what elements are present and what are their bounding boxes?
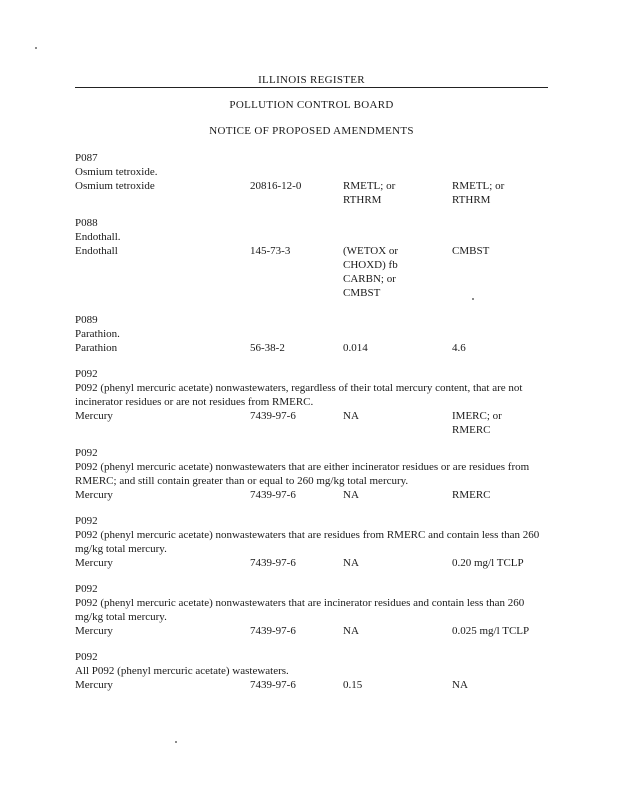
nonwastewater-standard: RMERC xyxy=(452,489,491,501)
constituent: Osmium tetroxide xyxy=(75,180,155,192)
nonwastewater-standard: 0.20 mg/l TCLP xyxy=(452,557,524,569)
wastewater-standard: NA xyxy=(343,557,359,569)
entry-code: P089 xyxy=(75,314,98,326)
entry-code: P092 xyxy=(75,515,98,527)
entry-code: P088 xyxy=(75,217,98,229)
entry-description: P092 (phenyl mercuric acetate) nonwastewaters, regardless of their total mercury content, that are not incinerator residues or are not residues from RMERC. xyxy=(75,382,523,408)
nonwastewater-standard: 0.025 mg/l TCLP xyxy=(452,625,530,637)
entry-p092-b xyxy=(75,446,550,502)
constituent: Mercury xyxy=(75,679,113,691)
entry-p092-d xyxy=(75,582,550,638)
cas-number: 7439-97-6 xyxy=(250,489,296,501)
board-title: POLLUTION CONTROL BOARD xyxy=(229,99,394,111)
entry-code: P092 xyxy=(75,651,98,663)
constituent: Parathion xyxy=(75,342,118,354)
notice-title: NOTICE OF PROPOSED AMENDMENTS xyxy=(209,125,414,137)
entry-description: Parathion. xyxy=(75,328,120,340)
data-row xyxy=(75,556,550,570)
wastewater-standard: NA xyxy=(343,625,359,637)
wastewater-standard: (WETOX or CHOXD) fb CARBN; or CMBST xyxy=(343,245,399,299)
entry-p092-a xyxy=(75,367,550,436)
nonwastewater-standard: RMETL; or RTHRM xyxy=(452,180,505,206)
entry-description: P092 (phenyl mercuric acetate) nonwastewaters that are incinerator residues and contain less than 260 mg/kg total mercury. xyxy=(75,597,525,623)
register-header xyxy=(75,73,548,88)
scan-speck xyxy=(35,47,37,49)
entry-description: Endothall. xyxy=(75,231,121,243)
cas-number: 145-73-3 xyxy=(250,245,291,257)
nonwastewater-standard: IMERC; or RMERC xyxy=(452,410,502,436)
entry-description: Osmium tetroxide. xyxy=(75,166,158,178)
cas-number: 7439-97-6 xyxy=(250,410,296,422)
entry-p087 xyxy=(75,151,550,206)
entry-code: P087 xyxy=(75,152,98,164)
nonwastewater-standard: 4.6 xyxy=(452,342,466,354)
nonwastewater-standard: NA xyxy=(452,679,468,691)
entry-code: P092 xyxy=(75,368,98,380)
entry-description: All P092 (phenyl mercuric acetate) wastewaters. xyxy=(75,665,289,677)
entry-description: P092 (phenyl mercuric acetate) nonwastewaters that are either incinerator residues or are residues from RMERC; and still contain greater than or equal to 260 mg/kg total mercury. xyxy=(75,461,530,487)
cas-number: 56-38-2 xyxy=(250,342,285,354)
scan-speck xyxy=(175,741,177,743)
entry-p092-e xyxy=(75,650,550,692)
nonwastewater-standard: CMBST xyxy=(452,245,490,257)
data-row xyxy=(75,244,550,299)
constituent: Endothall xyxy=(75,245,118,257)
data-row xyxy=(75,624,550,638)
data-row xyxy=(75,409,550,436)
wastewater-standard: NA xyxy=(343,489,359,501)
wastewater-standard: RMETL; or RTHRM xyxy=(343,180,396,206)
entry-p089 xyxy=(75,313,550,355)
data-row xyxy=(75,488,550,502)
cas-number: 7439-97-6 xyxy=(250,679,296,691)
constituent: Mercury xyxy=(75,625,113,637)
wastewater-standard: NA xyxy=(343,410,359,422)
constituent: Mercury xyxy=(75,410,113,422)
data-row xyxy=(75,179,550,206)
data-row xyxy=(75,678,550,692)
entry-code: P092 xyxy=(75,583,98,595)
cas-number: 7439-97-6 xyxy=(250,557,296,569)
entry-code: P092 xyxy=(75,447,98,459)
wastewater-standard: 0.014 xyxy=(343,342,368,354)
cas-number: 20816-12-0 xyxy=(250,180,302,192)
wastewater-standard: 0.15 xyxy=(343,679,363,691)
entry-p088 xyxy=(75,216,550,299)
register-title: ILLINOIS REGISTER xyxy=(258,74,365,86)
constituent: Mercury xyxy=(75,557,113,569)
entry-p092-c xyxy=(75,514,550,570)
scan-speck xyxy=(472,298,474,300)
constituent: Mercury xyxy=(75,489,113,501)
data-row xyxy=(75,341,550,355)
entry-description: P092 (phenyl mercuric acetate) nonwastewaters that are residues from RMERC and contain less than 260 mg/kg total mercury. xyxy=(75,529,540,555)
cas-number: 7439-97-6 xyxy=(250,625,296,637)
